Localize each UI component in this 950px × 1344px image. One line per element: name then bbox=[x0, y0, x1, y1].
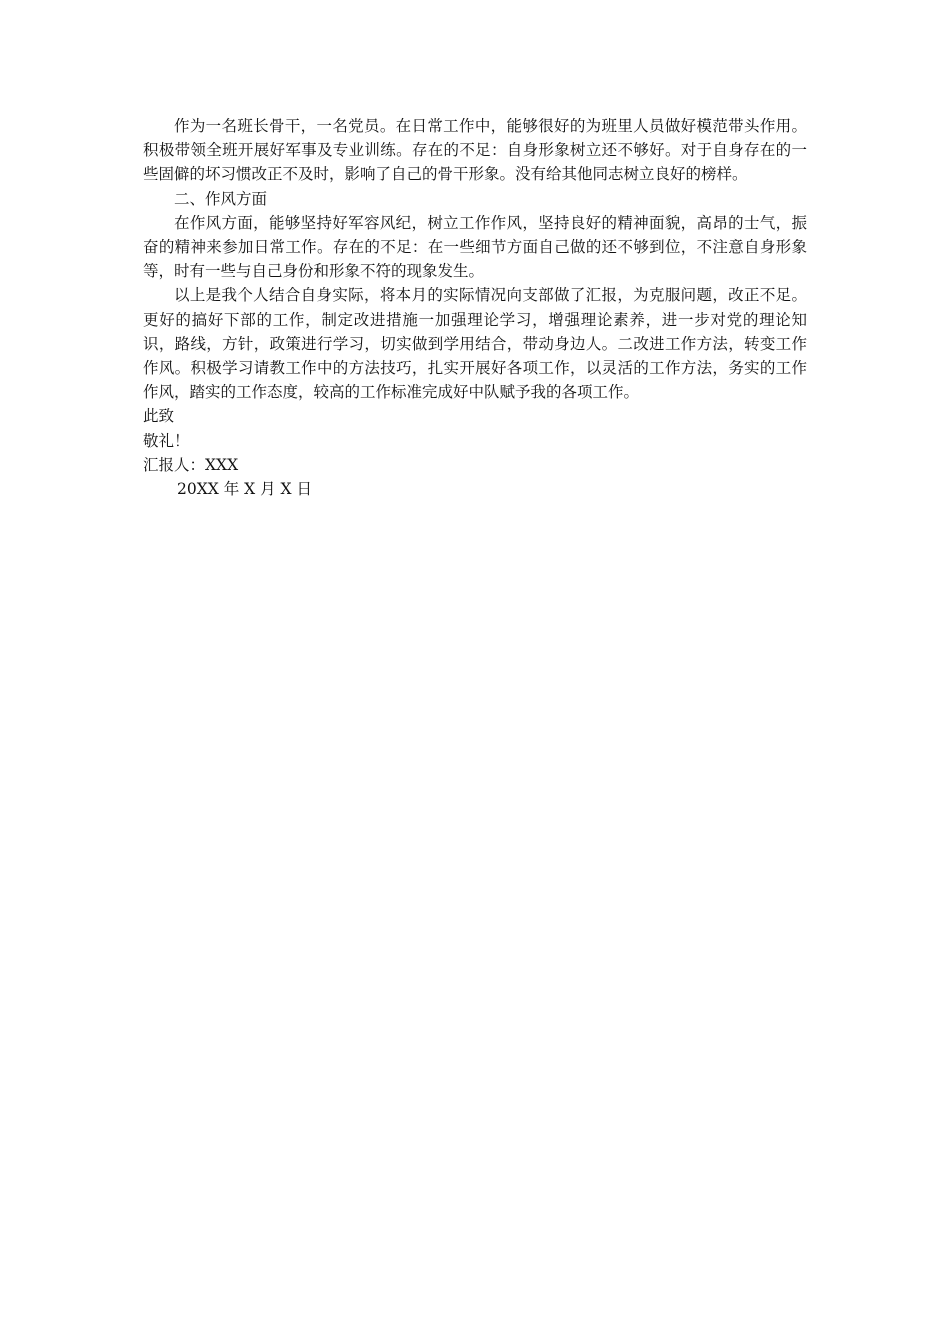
reporter-signature: 汇报人：XXX bbox=[143, 455, 239, 474]
paragraph-work-style: 在作风方面，能够坚持好军容风纪，树立工作作风，坚持良好的精神面貌，高昂的士气，振奋的精神来参加日常工作。存在的不足：在一些细节方面自己做的还不够到位，不注意自身形象等，时有一些与自己身份和形象不符的现象发生。 bbox=[143, 213, 807, 281]
section-heading-work-style: 二、作风方面 bbox=[174, 189, 268, 208]
closing-regards: 敬礼！ bbox=[143, 431, 190, 450]
report-date: 20XX 年 X 月 X 日 bbox=[177, 480, 312, 499]
document-body bbox=[143, 114, 807, 501]
paragraph-summary: 以上是我个人结合自身实际，将本月的实际情况向支部做了汇报，为克服问题，改正不足。更好的搞好下部的工作，制定改进措施一加强理论学习，增强理论素养，进一步对党的理论知识，路线，方针，政策进行学习，切实做到学用结合，带动身边人。二改进工作方法，转变工作作风。积极学习请教工作中的方法技巧，扎实开展好各项工作，以灵活的工作方法，务实的工作作风，踏实的工作态度，较高的工作标准完成好中队赋予我的各项工作。 bbox=[143, 286, 807, 402]
closing-salutation: 此致 bbox=[143, 407, 175, 426]
paragraph-backbone-role: 作为一名班长骨干，一名党员。在日常工作中，能够很好的为班里人员做好模范带头作用。积极带领全班开展好军事及专业训练。存在的不足：自身形象树立还不够好。对于自身存在的一些固僻的坏习惯改正不及时，影响了自己的骨干形象。没有给其他同志树立良好的榜样。 bbox=[143, 117, 807, 184]
